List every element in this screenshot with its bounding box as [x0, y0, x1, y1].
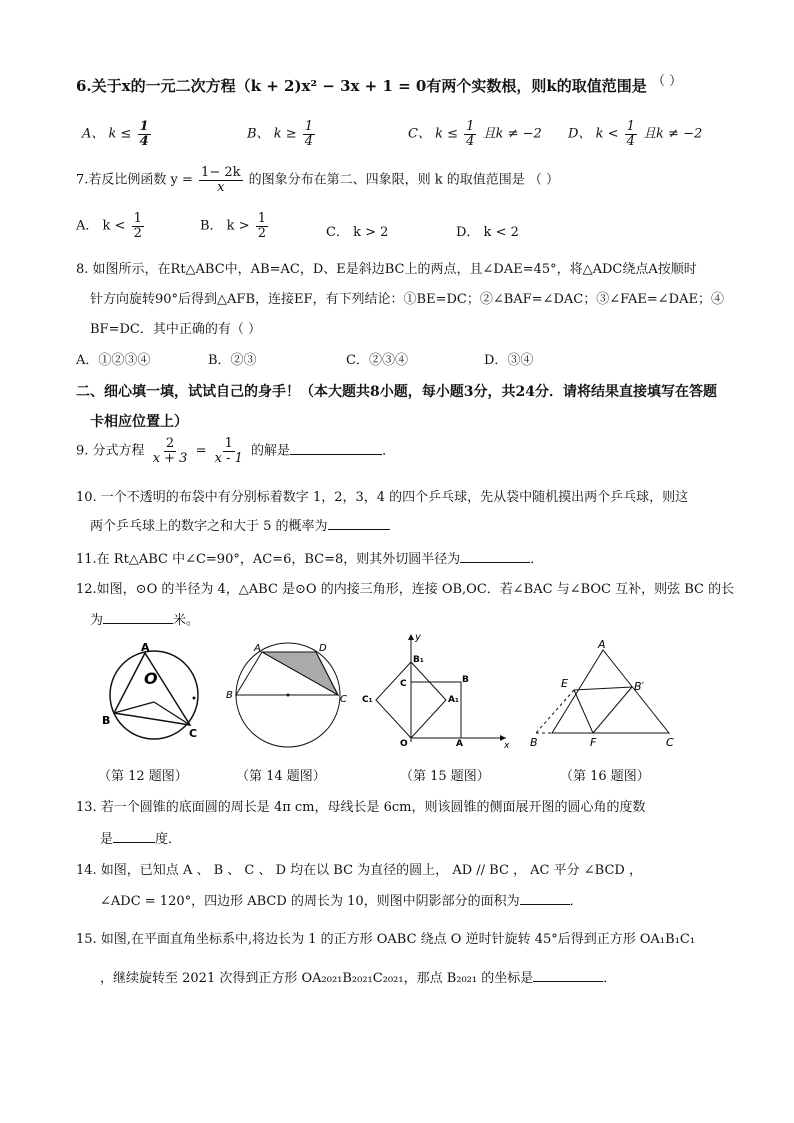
q9-answer-blank[interactable] [290, 442, 382, 455]
fig14-label-c: C [340, 694, 347, 705]
q6-option-d-expr: k < [595, 126, 619, 142]
q9-frac-1 [151, 437, 190, 465]
q6-option-c-label: C、 [408, 126, 431, 142]
q14-line2 [100, 890, 583, 909]
frac-num: 1 [139, 119, 149, 134]
fig15-label-a1: A₁ [448, 695, 459, 705]
fig16-label-bprime: B′ [634, 680, 645, 693]
q10-answer-blank[interactable] [328, 517, 390, 530]
q7-pre: 7.若反比例函数 y = [76, 172, 193, 188]
q7-option-b [200, 212, 270, 240]
frac-num: 1 [257, 211, 267, 226]
frac-den: x + 3 [152, 450, 188, 466]
q11-answer-blank[interactable] [460, 550, 530, 563]
frac-num: 1 [133, 211, 142, 226]
q7-post: 的图象分布在第二、四象限，则 k 的取值范围是 （ ） [248, 172, 560, 188]
q6-option-c-expr: k ≤ [435, 126, 458, 142]
fig14-label-d: D [319, 643, 327, 654]
q8-line3: BF=DC．其中正确的有（ ） [90, 322, 261, 337]
q13-line2-post: 度． [155, 832, 182, 847]
fig15-label-c: C [400, 679, 407, 689]
frac-den: 4 [466, 133, 475, 149]
frac-num: 1 [466, 119, 475, 134]
frac-den: 2 [257, 225, 267, 241]
q13-answer-blank[interactable] [113, 830, 155, 843]
fig15-label-x: x [504, 741, 510, 748]
q6-option-b-expr: k ≥ [273, 126, 297, 142]
fig16-label-f: F [590, 736, 597, 749]
fig15-label-b1: B₁ [413, 655, 424, 665]
q6-option-a-expr: k ≤ [108, 126, 132, 142]
q6-option-d-tail: 且k ≠ −2 [643, 126, 703, 142]
q9-end: ． [382, 443, 396, 459]
q11 [76, 548, 543, 567]
q6-option-d-frac [625, 120, 637, 148]
q10-line1: 10. 一个不透明的布袋中有分别标着数字 1，2，3，4 的四个乒乓球，先从袋中随机摸出两个乒乓球，则这 [76, 490, 689, 505]
q7-option-c: C． k > 2 [326, 225, 389, 240]
section-2-heading-cont: 卡相应位置上） [90, 414, 188, 430]
q15-line2-pre: ，继续旋转至 2021 次得到正方形 OA₂₀₂₁B₂₀₂₁C₂₀₂₁，那点 B₂₀₂₁ 的坐标是 [100, 971, 534, 986]
q7-frac [199, 166, 242, 194]
figure-14 [226, 640, 350, 750]
q6-option-b-frac [303, 120, 315, 148]
fig15-label-a: A [456, 739, 463, 748]
fig16-label-b: B [530, 736, 538, 749]
q14-line1: 14. 如图，已知点 A 、 B 、 C 、 D 均在以 BC 为直径的圆上， AD // BC ， AC 平分 ∠BCD ， [76, 863, 642, 878]
q12-line2-pre: 为 [90, 613, 104, 628]
q7-option-b-frac [256, 212, 268, 240]
frac-den: x [217, 179, 225, 195]
q11-end: ． [530, 552, 544, 567]
q6-option-c [408, 120, 542, 148]
figure-14-caption: （第 14 题图） [236, 769, 326, 784]
q7-option-d: D． k < 2 [456, 225, 519, 240]
q13-line2 [100, 828, 181, 847]
q6-option-a-label: A、 [82, 126, 105, 142]
q6-option-b [247, 120, 317, 148]
frac-num: 1 [304, 119, 314, 134]
q6-option-c-frac [464, 120, 476, 148]
frac-num: 1− 2k [201, 165, 241, 180]
q7-option-b-text: B． k > [200, 218, 250, 234]
figure-16-caption: （第 16 题图） [560, 769, 650, 784]
frac-num: 2 [165, 436, 175, 451]
q9-eq: = [195, 443, 207, 459]
frac-num: 1 [224, 436, 233, 451]
q8-line1: 8. 如图所示，在Rt△ABC中，AB=AC，D、E是斜边BC上的两点，且∠DAE=45°，将△ADC绕点A按顺时 [76, 262, 697, 277]
figure-15-caption: （第 15 题图） [400, 769, 490, 784]
q6-paren: （ ） [651, 74, 683, 89]
q6-option-b-label: B、 [247, 126, 270, 142]
q15-line2 [100, 967, 616, 986]
fig12-label-o: O [144, 669, 158, 688]
q12-line2-post: 米。 [173, 613, 200, 628]
fig16-label-c: C [666, 736, 674, 749]
fig12-label-a: A [141, 641, 150, 654]
q8-option-d: D．③④ [484, 353, 534, 368]
fig14-label-a: A [254, 643, 261, 654]
frac-den: 4 [626, 133, 635, 149]
q6-option-d-label: D、 [568, 126, 592, 142]
q7-option-a-frac [132, 212, 144, 240]
q6-option-c-tail: 且k ≠ −2 [482, 126, 542, 142]
figure-12-caption: （第 12 题图） [98, 769, 188, 784]
q6-option-a-frac [138, 120, 151, 148]
q15-line2-post: ． [603, 971, 617, 986]
q12-answer-blank[interactable] [103, 611, 173, 624]
frac-den: 4 [304, 133, 314, 149]
q11-text: 11.在 Rt△ABC 中∠C=90°，AC=6，BC=8，则其外切圆半径为 [76, 552, 461, 567]
q8-option-c: C．②③④ [346, 353, 408, 368]
fig15-label-o: O [400, 739, 408, 748]
q7-option-a [76, 212, 146, 240]
q9-pre: 9. 分式方程 [76, 443, 145, 459]
frac-den: 2 [133, 225, 142, 241]
q10-line2-text: 两个乒乓球上的数字之和大于 5 的概率为 [90, 519, 328, 534]
q12-line1: 12.如图，⊙O 的半径为 4，△ABC 是⊙O 的内接三角形，连接 OB,OC．若∠BAC 与∠BOC 互补，则弦 BC 的长 [76, 582, 735, 597]
figure-16 [524, 638, 684, 750]
q10-line2 [90, 515, 390, 534]
frac-den: 4 [139, 133, 149, 149]
fig15-label-c1: C₁ [362, 695, 373, 705]
q8-line2: 针方向旋转90°后得到△AFB，连接EF，有下列结论：①BE=DC；②∠BAF=∠DAC；③∠FAE=∠DAE；④ [90, 292, 724, 307]
q6-option-d [568, 120, 702, 148]
q13-line1: 13. 若一个圆锥的底面圆的周长是 4π cm，母线长是 6cm，则该圆锥的侧面展开图的圆心角的度数 [76, 800, 646, 815]
q15-line1: 15. 如图,在平面直角坐标系中,将边长为 1 的正方形 OABC 绕点 O 逆时针旋转 45°后得到正方形 OA₁B₁C₁ [76, 932, 696, 947]
fig16-label-e: E [561, 677, 568, 690]
q9-frac-2 [213, 437, 245, 465]
q6-stem-text: 6.关于x的一元二次方程（k + 2)x² − 3x + 1 = 0有两个实数根，则k的取值范围是 [76, 77, 647, 95]
fig14-label-b: B [226, 690, 233, 701]
figure-12 [100, 640, 210, 750]
q6-stem [76, 70, 682, 96]
q6-option-a [82, 120, 153, 148]
figure-15 [356, 630, 516, 748]
fig12-label-c: C [189, 727, 198, 740]
q14-answer-blank[interactable] [520, 892, 570, 905]
q8-option-b: B．②③ [208, 353, 257, 368]
fig16-label-a: A [598, 638, 606, 651]
q12-line2 [90, 609, 199, 628]
fig15-label-y: y [415, 632, 421, 643]
fig15-label-b: B [462, 675, 469, 685]
frac-den: x - 1 [214, 450, 243, 466]
q13-line2-pre: 是 [100, 832, 114, 847]
frac-num: 1 [626, 119, 635, 134]
q14-line2-post: ． [569, 894, 583, 909]
q9-post: 的解是 [251, 443, 291, 459]
q8-option-a: A．①②③④ [76, 353, 151, 368]
q7-option-a-text: A． k < [76, 218, 126, 234]
section-2-heading: 二、细心填一填，试试自己的身手！（本大题共8小题，每小题3分，共24分．请将结果直接填写在答题 [76, 384, 717, 400]
q7-stem [76, 166, 559, 194]
fig12-label-b: B [102, 714, 111, 727]
q15-answer-blank[interactable] [533, 969, 603, 982]
q9 [76, 437, 395, 465]
q14-line2-pre: ∠ADC = 120°，四边形 ABCD 的周长为 10，则图中阴影部分的面积为 [100, 894, 520, 909]
